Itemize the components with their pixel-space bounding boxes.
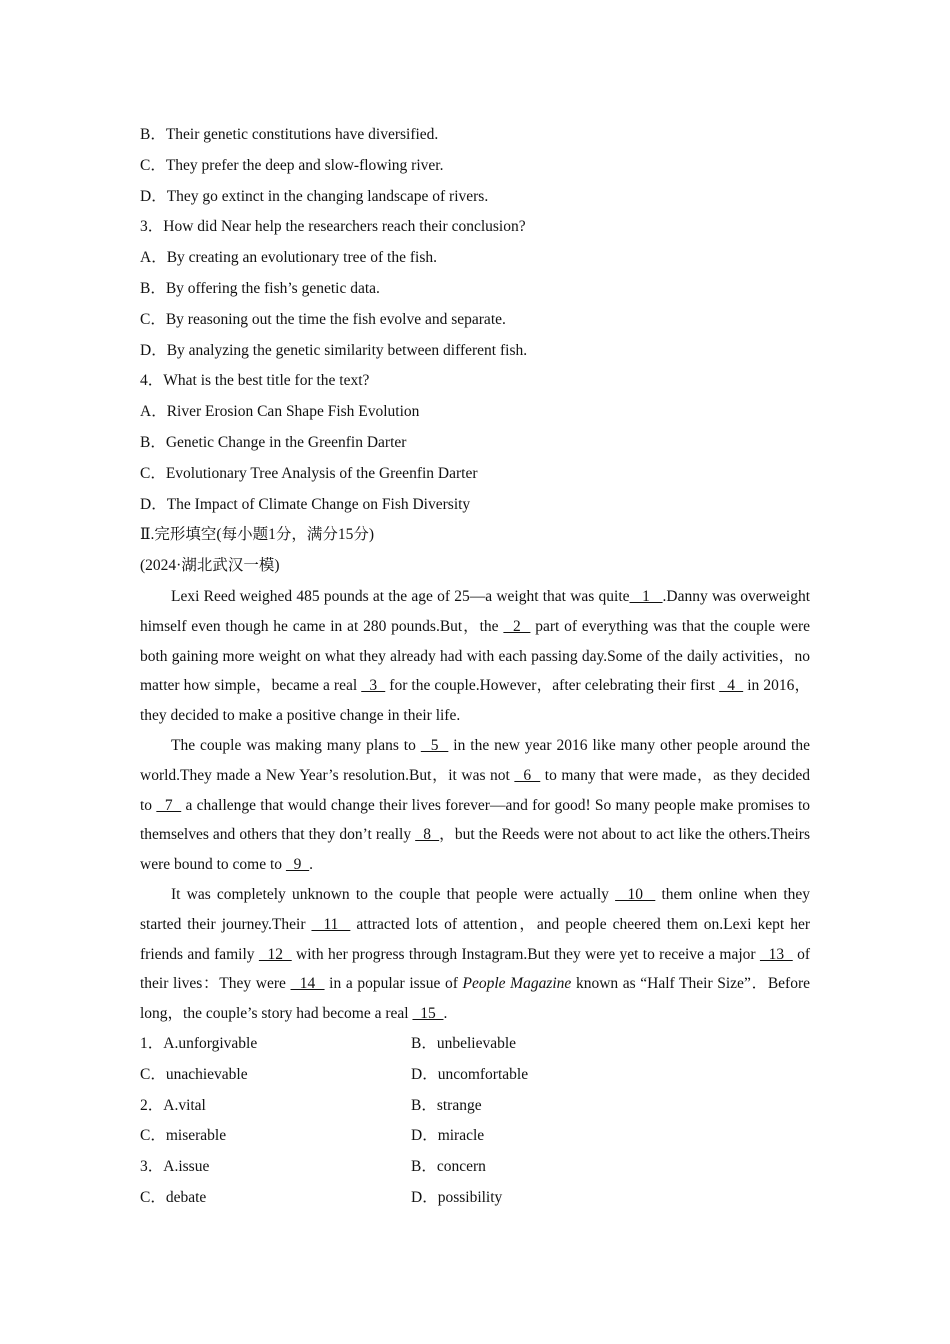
option-row bbox=[140, 1029, 810, 1060]
paragraph-3: It was completely unknown to the couple that people were actually 10 them online when they started their journey.Their 11 attracted lots of attention，and people cheered them on.Lexi kept her friends and family 12 with her progress through Instagram.But they were yet to receive a major 13 of their lives：They were 14 in a popular issue of People Magazine known as “Half Their Size”．Before long，the couple’s story had become a real 15 . bbox=[140, 885, 811, 1023]
option-left: 1．A.unforgivable bbox=[140, 1034, 258, 1052]
option-right: B．unbelievable bbox=[411, 1034, 517, 1052]
section-heading: Ⅱ.完形填空(每小题1分，满分15分) bbox=[140, 526, 374, 544]
option-right: B．strange bbox=[411, 1096, 482, 1114]
option-c: C．They prefer the deep and slow-flowing river. bbox=[140, 156, 444, 174]
blank-12: 12 bbox=[258, 945, 292, 963]
option-left: 3．A.issue bbox=[140, 1158, 210, 1176]
option-left: C．debate bbox=[140, 1188, 207, 1206]
option-b: B．By offering the fish’s genetic data. bbox=[140, 279, 380, 297]
question-2-options bbox=[140, 120, 810, 212]
answer-options bbox=[140, 1029, 810, 1214]
option-left: C．unachievable bbox=[140, 1065, 248, 1083]
question-stem: 3．How did Near help the researchers reach their conclusion? bbox=[140, 218, 526, 236]
blank-15: 15 bbox=[412, 1005, 444, 1023]
option-d: D．They go extinct in the changing landscape of rivers. bbox=[140, 187, 489, 205]
blank-9: 9 bbox=[285, 856, 310, 874]
blank-10: 10 bbox=[615, 885, 656, 903]
option-left: C．miserable bbox=[140, 1127, 227, 1145]
blank-3: 3 bbox=[361, 677, 386, 695]
option-right: B．concern bbox=[411, 1158, 486, 1176]
blank-6: 6 bbox=[514, 766, 541, 784]
option-right: D．possibility bbox=[411, 1188, 503, 1206]
option-a: A．River Erosion Can Shape Fish Evolution bbox=[140, 403, 420, 421]
cloze-passage bbox=[140, 582, 810, 1029]
option-a: A．By creating an evolutionary tree of the fish. bbox=[140, 249, 437, 267]
magazine-title: People Magazine bbox=[462, 975, 572, 993]
paragraph-2: The couple was making many plans to 5 in the new year 2016 like many other people around the world.They made a New Year’s resolution.But，it was not 6 to many that were made，as they decided to 7 a challenge that would change their lives forever—and for good! So many people make promises to themselves and others that they don’t really 8 ，but the Reeds were not about to act like the others.Theirs were bound to come to 9 . bbox=[140, 736, 810, 874]
option-right: D．uncomfortable bbox=[411, 1065, 529, 1083]
option-c: C．By reasoning out the time the fish evolve and separate. bbox=[140, 310, 506, 328]
blank-4: 4 bbox=[719, 677, 744, 695]
option-row bbox=[140, 1091, 810, 1122]
blank-11: 11 bbox=[311, 915, 351, 933]
blank-7: 7 bbox=[156, 796, 182, 814]
blank-5: 5 bbox=[420, 736, 449, 754]
option-row bbox=[140, 1060, 810, 1091]
blank-2: 2 bbox=[503, 617, 531, 635]
question-4 bbox=[140, 366, 810, 520]
option-c: C．Evolutionary Tree Analysis of the Greenfin Darter bbox=[140, 464, 478, 482]
blank-8: 8 bbox=[415, 826, 440, 844]
option-b: B．Genetic Change in the Greenfin Darter bbox=[140, 433, 407, 451]
option-row bbox=[140, 1121, 810, 1152]
blank-13: 13 bbox=[759, 945, 793, 963]
blank-14: 14 bbox=[290, 975, 325, 993]
paragraph-1: Lexi Reed weighed 485 pounds at the age of 25—a weight that was quite 1 .Danny was overweight himself even though he came in at 280 pounds.But，the 2 part of everything was that the couple were both gaining more weight on what they already had with each passing day.Some of the daily activities，no matter how simple，became a real 3 for the couple.However，after celebrating their first 4 in 2016，they decided to make a positive change in their life. bbox=[140, 587, 811, 725]
option-left: 2．A.vital bbox=[140, 1096, 206, 1114]
document-page bbox=[140, 120, 810, 1214]
option-d: D．By analyzing the genetic similarity between different fish. bbox=[140, 341, 528, 359]
question-stem: 4．What is the best title for the text? bbox=[140, 372, 370, 390]
section-source: (2024·湖北武汉一模) bbox=[140, 557, 280, 575]
option-row bbox=[140, 1152, 810, 1183]
option-row bbox=[140, 1183, 810, 1214]
blank-1: 1 bbox=[629, 587, 663, 605]
question-3 bbox=[140, 212, 810, 366]
option-b: B．Their genetic constitutions have diversified. bbox=[140, 126, 439, 143]
option-right: D．miracle bbox=[411, 1127, 485, 1145]
option-d: D．The Impact of Climate Change on Fish Diversity bbox=[140, 495, 471, 513]
